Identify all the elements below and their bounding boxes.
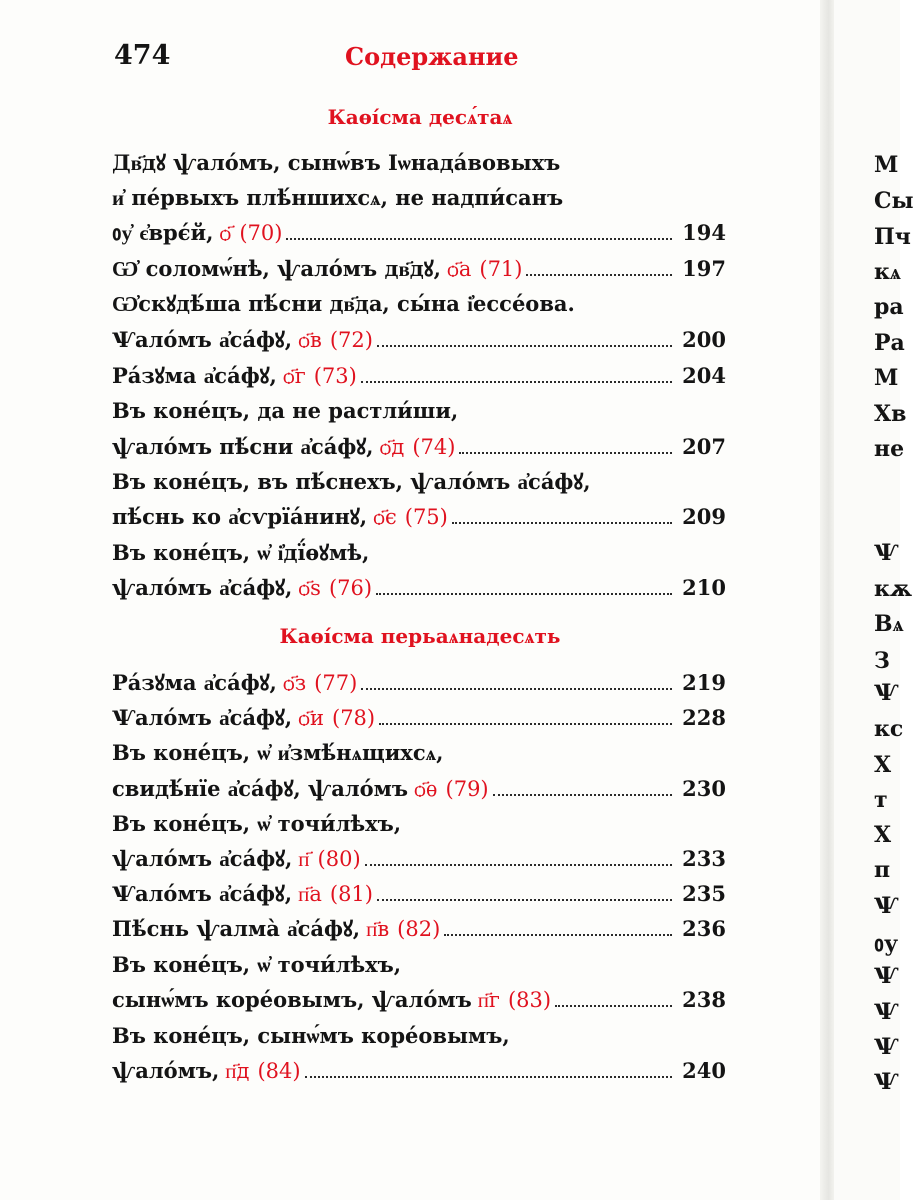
entry-text: пѣ́снь ко а҆сѵрїа́нинꙋ,: [112, 504, 368, 529]
entry-text: Ра́зꙋма а҆са́фꙋ,: [112, 670, 277, 695]
right-page-fragment: М: [874, 152, 899, 178]
dot-leader: [305, 1076, 673, 1078]
psalm-arabic-number: (84): [257, 1059, 301, 1083]
entry-text: свидѣ́нїе а҆са́фꙋ, ѱало́мъ: [112, 776, 409, 801]
psalm-number: ѻ҃з: [282, 671, 307, 695]
entry-page: 204: [682, 363, 726, 388]
toc-entry[interactable]: [112, 323, 726, 357]
entry-page: 210: [682, 575, 726, 600]
toc-entry[interactable]: [112, 701, 726, 735]
dot-leader: [361, 381, 672, 383]
right-page-fragment: Ѱ: [874, 999, 899, 1025]
entry-text: ᲂу҆ є҆врє́й,: [112, 220, 214, 245]
psalm-arabic-number: (81): [329, 882, 373, 906]
dot-leader: [376, 593, 672, 595]
dot-leader: [377, 899, 672, 901]
dot-leader: [452, 522, 672, 524]
toc-entry[interactable]: [112, 842, 726, 876]
psalm-arabic-number: (74): [412, 435, 456, 459]
entry-text: Въ коне́цъ, сынѡ́мъ коре́овымъ,: [112, 1023, 510, 1048]
right-page-fragment: Ѱ: [874, 1069, 899, 1095]
running-head: Содержание: [345, 42, 519, 71]
right-page-fragment: Х: [874, 752, 892, 778]
psalm-arabic-number: (83): [507, 988, 552, 1012]
entry-page: 240: [682, 1058, 726, 1083]
entry-text: Въ коне́цъ, въ пѣ́снехъ, ѱало́мъ а҆са́фꙋ,: [112, 469, 591, 494]
dot-leader: [526, 274, 672, 276]
entry-text: Ѡ҆скꙋдѣ́ша пѣ́сни дв҃да, сы́на і҆ессе́ова.: [112, 291, 575, 316]
psalm-arabic-number: (78): [332, 706, 376, 730]
entry-page: 209: [682, 504, 726, 529]
toc-entry[interactable]: [112, 252, 726, 286]
dot-leader: [493, 794, 673, 796]
right-page-fragment: Х: [874, 822, 892, 848]
entry-page: 238: [682, 987, 726, 1012]
right-page-fragment: Вѧ: [874, 611, 904, 637]
toc-entry[interactable]: [112, 772, 726, 806]
toc-line: [112, 807, 726, 841]
psalm-arabic-number: (71): [479, 257, 523, 281]
psalm-arabic-number: (77): [314, 671, 358, 695]
toc-line: [112, 465, 726, 499]
toc-line: [112, 287, 726, 321]
toc-line: [112, 146, 726, 180]
toc-entry[interactable]: [112, 359, 726, 393]
entry-text: ѱало́мъ а҆са́фꙋ,: [112, 846, 293, 871]
psalm-number: ѻ҃и: [298, 706, 324, 730]
entry-text: Ѱало́мъ а҆са́фꙋ,: [112, 327, 293, 352]
psalm-number: ѻ҃є: [373, 505, 397, 529]
right-page-fragment: Ра: [874, 330, 905, 356]
psalm-number: ѻ҃в: [298, 328, 322, 352]
toc-entry[interactable]: [112, 571, 726, 605]
entry-text: Дв҃дꙋ ѱало́мъ, сынѡ́въ Іѡнада́вовыхъ: [112, 150, 561, 175]
toc-line: [112, 536, 726, 570]
dot-leader: [365, 864, 673, 866]
psalm-number: ѻ҃: [219, 221, 232, 245]
right-page-fragment: Ѱ: [874, 963, 899, 989]
entry-page: 200: [682, 327, 726, 352]
entry-page: 236: [682, 916, 726, 941]
right-page-fragment: кѫ: [874, 576, 913, 602]
psalm-number: п҃а: [298, 882, 322, 906]
entry-page: 233: [682, 846, 726, 871]
dot-leader: [555, 1005, 672, 1007]
entry-text: Въ коне́цъ, ѡ҆ точи́лѣхъ,: [112, 811, 402, 836]
psalm-arabic-number: (80): [317, 847, 361, 871]
entry-text: Ра́зꙋма а҆са́фꙋ,: [112, 363, 277, 388]
psalm-number: п҃д: [225, 1059, 250, 1083]
toc-entry[interactable]: [112, 877, 726, 911]
toc-line: [112, 736, 726, 770]
psalm-number: ѻ҃ѕ: [298, 576, 321, 600]
psalm-arabic-number: (70): [239, 221, 283, 245]
psalm-arabic-number: (76): [328, 576, 373, 600]
toc-entry[interactable]: [112, 666, 726, 700]
right-page-fragment: М: [874, 365, 899, 391]
psalm-arabic-number: (79): [445, 777, 489, 801]
toc-line: [112, 181, 726, 215]
entry-text: Ѡ҆ соломѡ́нѣ, ѱало́мъ дв҃дꙋ,: [112, 256, 441, 281]
right-page-fragment: т: [874, 787, 888, 813]
dot-leader: [361, 688, 672, 690]
psalm-number: ѻ҃г: [282, 364, 306, 388]
dot-leader: [444, 934, 672, 936]
dot-leader: [459, 452, 672, 454]
right-page-fragment: Ѱ: [874, 680, 899, 706]
entry-text: Въ коне́цъ, ѡ҆ точи́лѣхъ,: [112, 952, 402, 977]
entry-text: сынѡ́мъ коре́овымъ, ѱало́мъ: [112, 987, 472, 1012]
psalm-arabic-number: (73): [313, 364, 357, 388]
entry-text: Въ коне́цъ, ѡ҆ и҆змѣ́нѧщихсѧ,: [112, 740, 444, 765]
right-page-fragment: З: [874, 648, 890, 674]
right-page-fragment: Ѱ: [874, 1034, 899, 1060]
entry-page: 197: [682, 256, 726, 281]
entry-page: 228: [682, 705, 726, 730]
entry-text: Ѱало́мъ а҆са́фꙋ,: [112, 881, 293, 906]
psalm-number: ѻ҃а: [446, 257, 472, 281]
psalm-arabic-number: (75): [404, 505, 448, 529]
toc-line: [112, 948, 726, 982]
right-page-fragment: Пч: [874, 224, 911, 250]
psalm-arabic-number: (82): [397, 917, 441, 941]
section-title: Каѳі́сма десѧ́таѧ: [327, 105, 513, 129]
entry-page: 194: [682, 220, 726, 245]
psalm-arabic-number: (72): [329, 328, 373, 352]
entry-page: 219: [682, 670, 726, 695]
entry-page: 235: [682, 881, 726, 906]
toc-entry[interactable]: [112, 430, 726, 464]
entry-text: ѱало́мъ пѣ́сни а҆са́фꙋ,: [112, 434, 374, 459]
psalm-number: п҃: [298, 847, 310, 871]
entry-text: Пѣ́снь ѱалма̀ а҆са́фꙋ,: [112, 916, 361, 941]
toc-entry[interactable]: [112, 1054, 726, 1088]
psalm-number: п҃г: [477, 988, 500, 1012]
toc-entry[interactable]: [112, 500, 726, 534]
entry-text: и҆ пе́рвыхъ плѣ́ншихсѧ, не надпи́санъ: [112, 185, 564, 210]
psalm-number: п҃в: [366, 917, 390, 941]
toc-entry[interactable]: [112, 216, 726, 250]
dot-leader: [377, 345, 672, 347]
right-page-fragment: Сы: [874, 188, 914, 214]
entry-text: Ѱало́мъ а҆са́фꙋ,: [112, 705, 293, 730]
right-page-fragment: Ѱ: [874, 893, 899, 919]
right-page-fragment: ра: [874, 294, 904, 320]
toc-line: [112, 1019, 726, 1053]
entry-text: Въ коне́цъ, ѡ҆ і҆дї́ѳꙋмѣ,: [112, 540, 370, 565]
right-page-fragment: кс: [874, 716, 904, 742]
dot-leader: [286, 238, 672, 240]
page-number: 474: [114, 40, 171, 71]
entry-text: ѱало́мъ а҆са́фꙋ,: [112, 575, 293, 600]
psalm-number: ѻ҃ѳ: [414, 777, 438, 801]
toc-entry[interactable]: [112, 912, 726, 946]
entry-text: Въ коне́цъ, да не растли́ши,: [112, 398, 459, 423]
dot-leader: [379, 723, 672, 725]
right-page-fragment: п: [874, 857, 891, 883]
right-page-fragment: не: [874, 436, 905, 462]
right-page-fragment: Ѱ: [874, 540, 899, 566]
toc-entry[interactable]: [112, 983, 726, 1017]
entry-text: ѱало́мъ,: [112, 1058, 220, 1083]
entry-page: 230: [682, 776, 726, 801]
right-page-fragment: Хв: [874, 401, 907, 427]
psalm-number: ѻ҃д: [379, 435, 405, 459]
right-page-fragment: ᲂу: [874, 931, 899, 957]
book-gutter: [820, 0, 834, 1200]
entry-page: 207: [682, 434, 726, 459]
right-page-fragment: кѧ: [874, 259, 901, 285]
toc-line: [112, 394, 726, 428]
section-title: Каѳі́сма перьаѧнадесѧть: [279, 624, 561, 648]
